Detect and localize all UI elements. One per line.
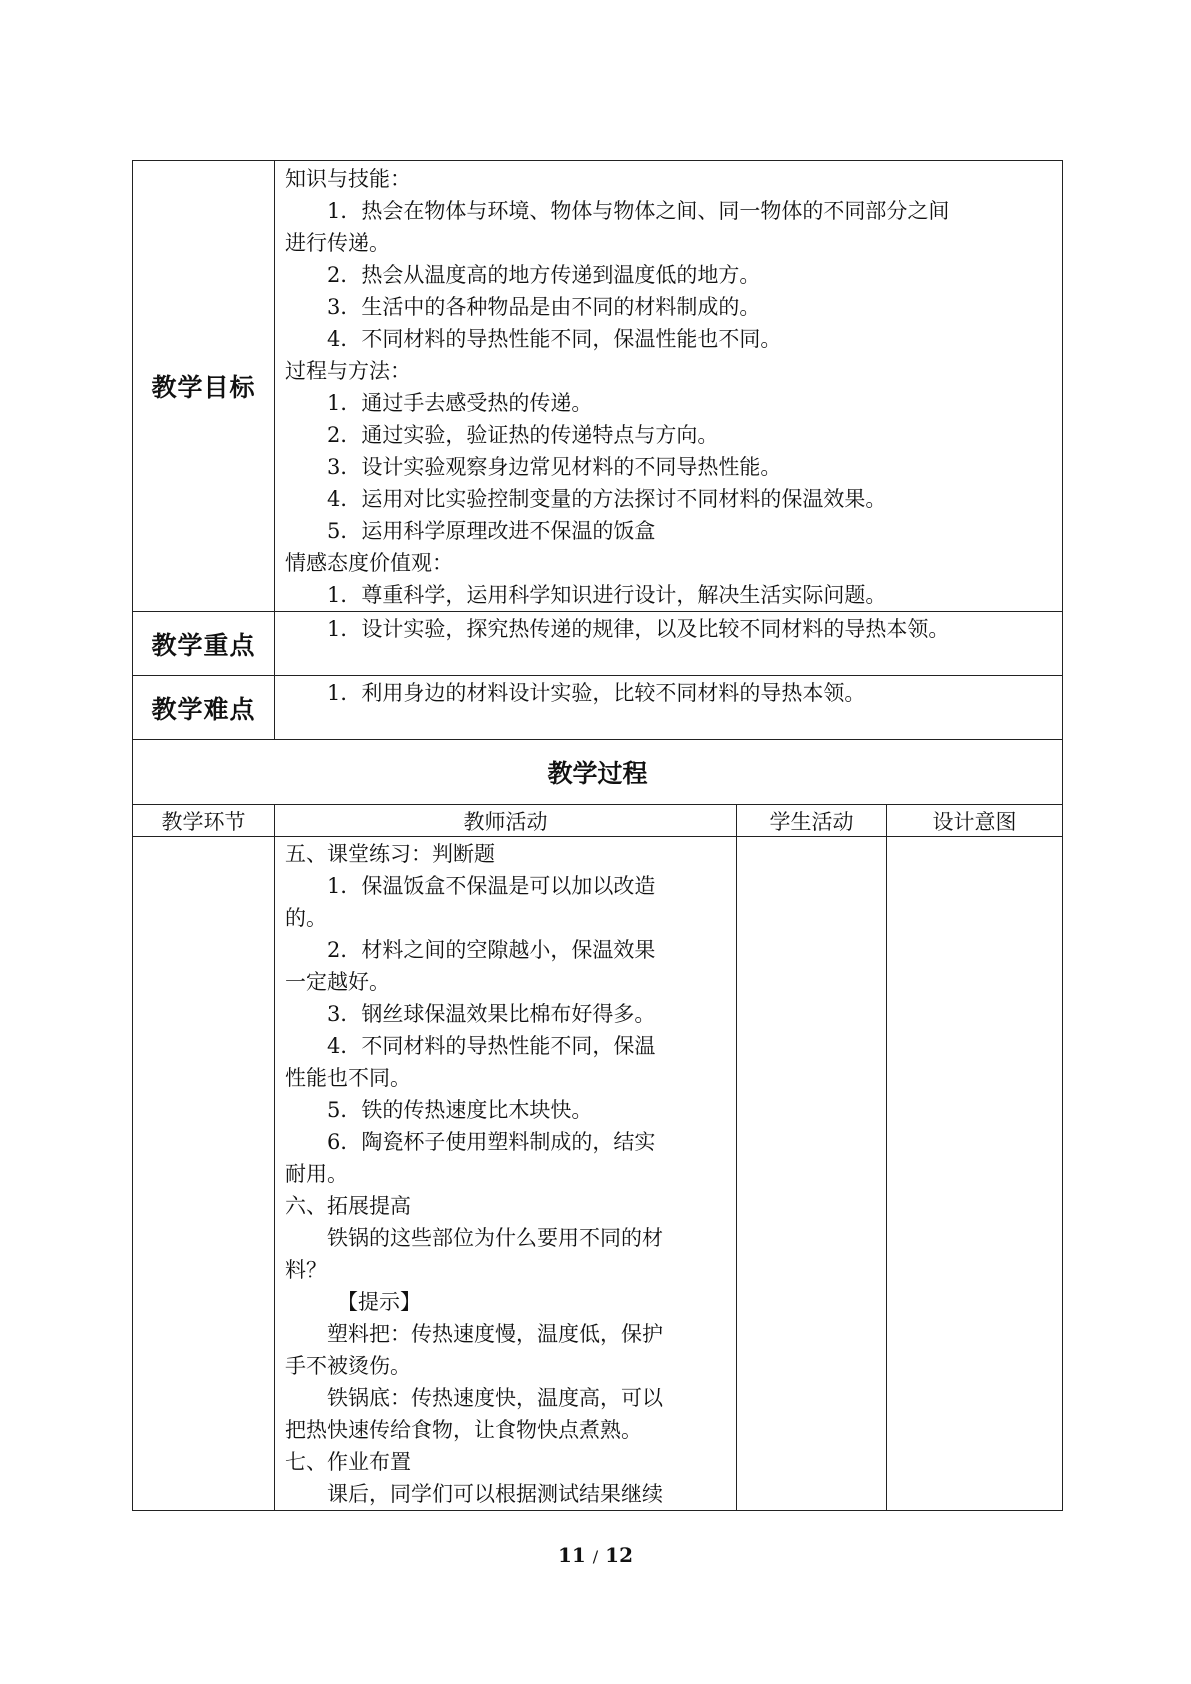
knowledge-item: 2．热会从温度高的地方传递到温度低的地方。 [327,263,761,287]
process-title-row [133,740,1063,805]
teacher-activity-line: 1．保温饭盒不保温是可以加以改造 [327,874,656,898]
process-item: 2．通过实验，验证热的传递特点与方向。 [327,423,719,447]
teacher-activity-line: 6．陶瓷杯子使用塑料制成的，结实 [327,1130,656,1154]
key-points-row [133,612,1063,676]
objectives-content [275,161,1063,612]
objectives-row [133,161,1063,612]
teacher-activity-line: 的。 [285,906,327,930]
teacher-activity-line: 七、作业布置 [285,1450,411,1474]
teacher-activity-line: 把热快速传给食物，让食物快点煮熟。 [285,1418,642,1442]
teacher-activity-line: 课后，同学们可以根据测试结果继续 [327,1482,663,1506]
knowledge-item: 1．热会在物体与环境、物体与物体之间、同一物体的不同部分之间 [327,199,950,223]
teacher-activity-line: 3．钢丝球保温效果比棉布好得多。 [327,1002,656,1026]
page-number [0,1543,1191,1567]
process-header-row [133,805,1063,837]
key-points-label: 教学重点 [133,612,275,676]
page-separator: / [592,1547,599,1566]
teacher-activity-line: 料？ [285,1258,327,1282]
teacher-activity-line: 2．材料之间的空隙越小，保温效果 [327,938,656,962]
teacher-activity-line: 五、课堂练习：判断题 [285,842,495,866]
process-title: 教学过程 [133,740,1063,805]
column-header: 学生活动 [737,805,887,837]
teacher-activity-line: 耐用。 [285,1162,348,1186]
teacher-activity-line: 六、拓展提高 [285,1194,411,1218]
teacher-activity-line: 一定越好。 [285,970,390,994]
key-points-content [275,612,1063,676]
teacher-activity-line: 铁锅的这些部位为什么要用不同的材 [327,1226,663,1250]
knowledge-item: 3．生活中的各种物品是由不同的材料制成的。 [327,295,761,319]
difficulties-content [275,676,1063,740]
student-activity-cell [737,837,887,1511]
difficulties-label: 教学难点 [133,676,275,740]
teacher-activity-line: 4．不同材料的导热性能不同，保温 [327,1034,656,1058]
stage-cell [133,837,275,1511]
column-header: 教师活动 [275,805,737,837]
process-item: 5．运用科学原理改进不保温的饭盒 [327,519,656,543]
knowledge-item: 4．不同材料的导热性能不同，保温性能也不同。 [327,327,782,351]
teacher-activity-line: 手不被烫伤。 [285,1354,411,1378]
objectives-label: 教学目标 [133,161,275,612]
teacher-activity-line: 5．铁的传热速度比木块快。 [327,1098,593,1122]
difficulties-row [133,676,1063,740]
teacher-activity-line: 铁锅底：传热速度快，温度高，可以 [327,1386,663,1410]
process-item: 1．通过手去感受热的传递。 [327,391,593,415]
knowledge-heading: 知识与技能： [285,167,411,191]
knowledge-item: 进行传递。 [285,231,390,255]
process-item: 3．设计实验观察身边常见材料的不同导热性能。 [327,455,782,479]
difficulties-text: 1．利用身边的材料设计实验，比较不同材料的导热本领。 [327,681,866,705]
total-pages: 12 [605,1543,633,1567]
teacher-activity-cell [275,837,737,1511]
key-points-text: 1．设计实验，探究热传递的规律，以及比较不同材料的导热本领。 [327,617,950,641]
lesson-plan-table [132,160,1063,1511]
design-intent-cell [887,837,1063,1511]
current-page: 11 [557,1543,586,1567]
teacher-activity-line: 性能也不同。 [285,1066,411,1090]
attitude-item: 1．尊重科学，运用科学知识进行设计，解决生活实际问题。 [327,583,887,607]
process-item: 4．运用对比实验控制变量的方法探讨不同材料的保温效果。 [327,487,887,511]
process-heading: 过程与方法： [285,359,411,383]
attitude-heading: 情感态度价值观： [285,551,453,575]
process-body-row [133,837,1063,1511]
teacher-activity-line: 塑料把：传热速度慢，温度低，保护 [327,1322,663,1346]
teacher-activity-line: 【提示】 [337,1290,421,1314]
column-header: 设计意图 [887,805,1063,837]
column-header: 教学环节 [133,805,275,837]
